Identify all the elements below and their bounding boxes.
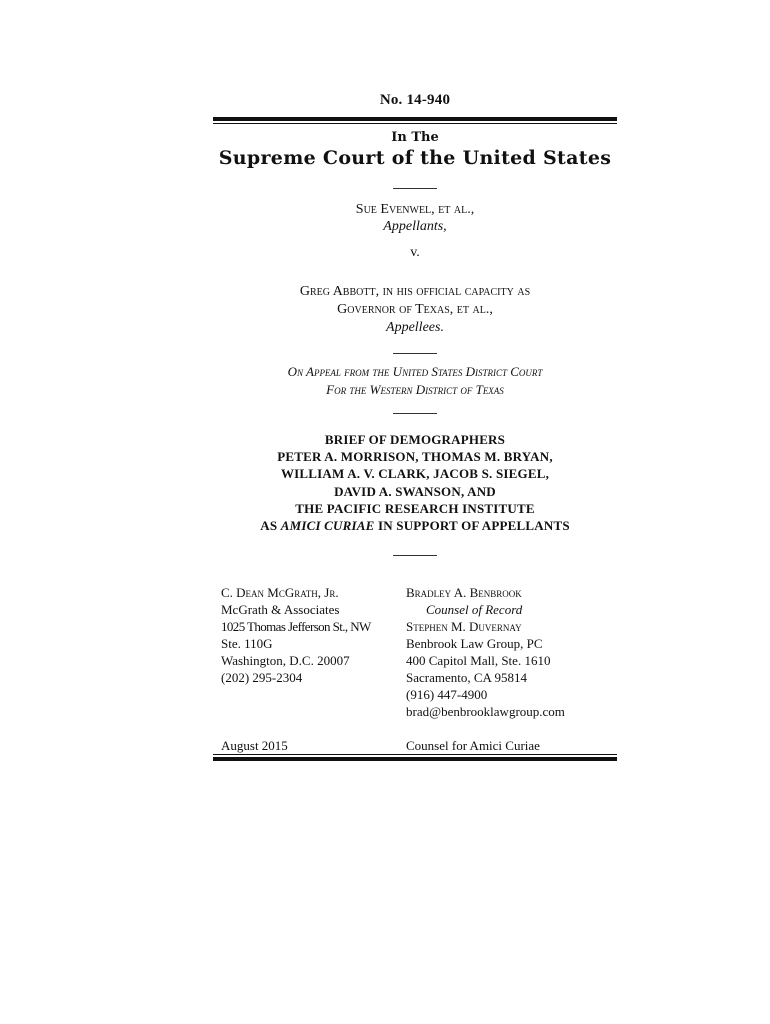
versus: v. xyxy=(410,245,420,260)
court-preamble: In The xyxy=(391,130,439,145)
counsel-of-record: Counsel of Record xyxy=(426,602,523,617)
court-name: Supreme Court of the United States xyxy=(218,147,612,169)
bottom-double-rule xyxy=(213,754,617,761)
brief-title-line-4: DAVID A. SWANSON, AND xyxy=(334,484,496,499)
appeal-line-2: For the Western District of Texas xyxy=(326,382,504,397)
counsel-left-street: 1025 Thomas Jefferson St., NW xyxy=(221,619,371,634)
top-double-rule xyxy=(213,117,617,124)
docket-number: No. 14-940 xyxy=(379,92,451,108)
counsel-right-city: Sacramento, CA 95814 xyxy=(406,670,527,685)
divider xyxy=(393,188,437,189)
counsel-for-amici: Counsel for Amici Curiae xyxy=(406,738,540,753)
amici-curiae-emphasis: AMICI CURIAE xyxy=(280,518,375,533)
divider xyxy=(393,353,437,354)
divider xyxy=(393,413,437,414)
counsel-right-name-2: Stephen M. Duvernay xyxy=(406,619,522,634)
brief-title-line-6-pre: AS xyxy=(260,518,281,533)
brief-title-line-3: WILLIAM A. V. CLARK, JACOB S. SIEGEL, xyxy=(280,466,550,481)
counsel-left-city: Washington, D.C. 20007 xyxy=(221,653,350,668)
appellants-role: Appellants, xyxy=(383,219,447,234)
counsel-right-firm: Benbrook Law Group, PC xyxy=(406,636,543,651)
appellees-role: Appellees. xyxy=(386,320,444,335)
filing-date: August 2015 xyxy=(221,738,288,753)
counsel-right-email: brad@benbrooklawgroup.com xyxy=(406,704,565,719)
counsel-left-phone: (202) 295-2304 xyxy=(221,670,303,685)
appeal-line-1: On Appeal from the United States District Court xyxy=(287,364,543,379)
appellants-name: Sue Evenwel, et al., xyxy=(355,202,475,217)
appellees-line-2: Governor of Texas, et al., xyxy=(337,302,493,317)
brief-cover-page xyxy=(213,0,617,1024)
brief-title-line-6-post: IN SUPPORT OF APPELLANTS xyxy=(374,518,570,533)
brief-title-line-5: THE PACIFIC RESEARCH INSTITUTE xyxy=(295,501,535,516)
brief-title-line-2: PETER A. MORRISON, THOMAS M. BRYAN, xyxy=(277,449,553,464)
brief-title-line-1: BRIEF OF DEMOGRAPHERS xyxy=(324,432,506,447)
counsel-right-phone: (916) 447-4900 xyxy=(406,687,488,702)
counsel-right-block xyxy=(406,584,565,720)
appellees-line-1: Greg Abbott, in his official capacity as xyxy=(299,284,531,299)
counsel-left-suite: Ste. 110G xyxy=(221,636,273,651)
brief-title-line-6 xyxy=(213,518,617,534)
counsel-left-name: C. Dean McGrath, Jr. xyxy=(221,585,339,600)
counsel-left-firm: McGrath & Associates xyxy=(221,602,340,617)
counsel-right-name: Bradley A. Benbrook xyxy=(406,585,522,600)
counsel-right-street: 400 Capitol Mall, Ste. 1610 xyxy=(406,653,551,668)
divider xyxy=(393,555,437,556)
counsel-left-block xyxy=(221,584,371,686)
